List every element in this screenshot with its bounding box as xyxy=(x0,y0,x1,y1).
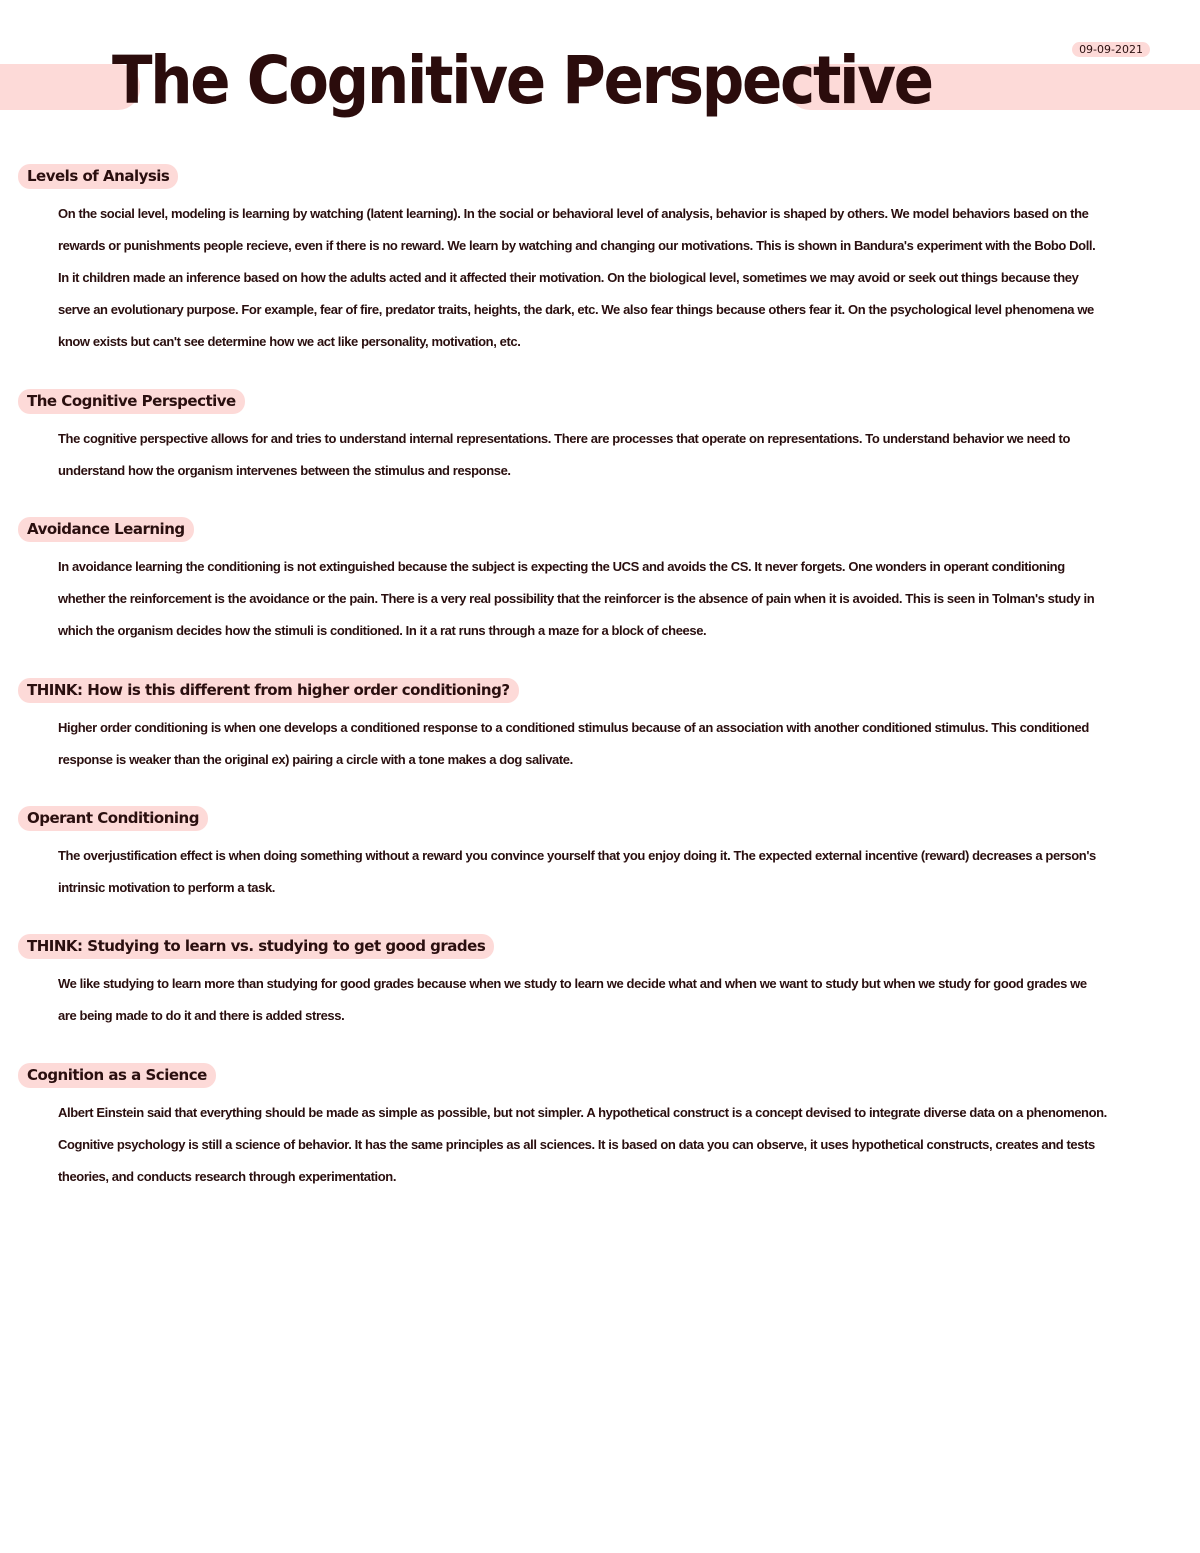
section-body: We like studying to learn more than studying for good grades because when we study to learn we decide what and when we want to study but when we study for good grades we are being made to do it and there is added stress. xyxy=(58,976,1087,1023)
section-body: The cognitive perspective allows for and tries to understand internal representations. There are processes that operate on representations. To understand behavior we need to understand how the organism intervenes between the stimulus and response. xyxy=(58,431,1070,478)
section-body: On the social level, modeling is learning by watching (latent learning). In the social or behavioral level of analysis, behavior is shaped by others. We model behaviors based on the rewards or punishments people recieve, even if there is no reward. We learn by watching and changing our motivations. This is shown in Bandura's experiment with the Bobo Doll. In it children made an inference based on how the adults acted and it affected their motivation. On the biological level, sometimes we may avoid or seek out things because they serve an evolutionary purpose. For example, fear of fire, predator traits, heights, the dark, etc. We also fear things because others fear it. On the psychological level phenomena we know exists but can't see determine how we act like personality, motivation, etc. xyxy=(58,206,1096,349)
date-badge: 09-09-2021 xyxy=(1072,42,1150,57)
section-heading: THINK: Studying to learn vs. studying to get good grades xyxy=(18,934,494,959)
section-body: Higher order conditioning is when one develops a conditioned response to a conditioned stimulus because of an association with another conditioned stimulus. This conditioned response is weaker than the original ex) pairing a circle with a tone makes a dog salivate. xyxy=(58,720,1089,767)
section-body: In avoidance learning the conditioning is not extinguished because the subject is expecting the UCS and avoids the CS. It never forgets. One wonders in operant conditioning whether the reinforcement is the avoidance or the pain. There is a very real possibility that the reinforcer is the absence of pain when it is avoided. This is seen in Tolman's study in which the organism decides how the stimuli is conditioned. In it a rat runs through a maze for a block of cheese. xyxy=(58,559,1095,638)
section-heading: Levels of Analysis xyxy=(18,164,178,189)
section-heading: Operant Conditioning xyxy=(18,806,208,831)
page-title: The Cognitive Perspective xyxy=(112,42,932,119)
section-heading: THINK: How is this different from higher order conditioning? xyxy=(18,678,519,703)
section-heading: Cognition as a Science xyxy=(18,1063,216,1088)
section-body: The overjustification effect is when doing something without a reward you convince yourself that you enjoy doing it. The expected external incentive (reward) decreases a person's intrinsic motivation to perform a task. xyxy=(58,848,1096,895)
section-body: Albert Einstein said that everything should be made as simple as possible, but not simpler. A hypothetical construct is a concept devised to integrate diverse data on a phenomenon. Cognitive psychology is still a science of behavior. It has the same principles as all sciences. It is based on data you can observe, it uses hypothetical constructs, creates and tests theories, and conducts research through experimentation. xyxy=(58,1105,1107,1184)
section-heading: The Cognitive Perspective xyxy=(18,389,245,414)
section-heading: Avoidance Learning xyxy=(18,517,194,542)
